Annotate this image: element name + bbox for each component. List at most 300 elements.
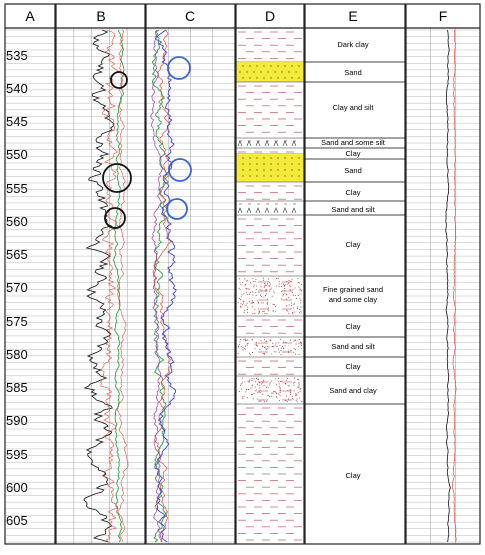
depth-tick-595: 595 <box>6 447 28 462</box>
sand-dot <box>291 175 292 176</box>
fine-sand-dot <box>246 288 247 289</box>
fine-sand-dot <box>272 346 273 347</box>
fine-sand-dot <box>259 382 260 383</box>
fine-sand-dot <box>260 340 261 341</box>
sand-dot <box>284 175 285 176</box>
fine-sand-dot <box>261 302 262 303</box>
highlight-circles <box>103 57 191 228</box>
sand-dot <box>263 169 264 170</box>
fine-sand-dot <box>259 387 260 388</box>
fine-sand-dot <box>256 343 257 344</box>
fine-sand-dot <box>295 349 296 350</box>
depth-tick-580: 580 <box>6 347 28 362</box>
fine-sand-dot <box>240 303 241 304</box>
fine-sand-dot <box>283 342 284 343</box>
sand-dot <box>277 77 278 78</box>
fine-sand-dot <box>300 302 301 303</box>
fine-sand-dot <box>259 385 260 386</box>
fine-sand-dot <box>263 297 264 298</box>
fine-sand-dot <box>260 286 261 287</box>
fine-sand-dot <box>265 348 266 349</box>
fine-sand-dot <box>250 282 251 283</box>
fine-sand-dot <box>290 392 291 393</box>
fine-sand-dot <box>255 386 256 387</box>
fine-sand-dot <box>301 312 302 313</box>
fine-sand-dot <box>242 377 243 378</box>
fine-sand-dot <box>258 292 259 293</box>
fine-sand-dot <box>255 279 256 280</box>
fine-sand-dot <box>247 280 248 281</box>
fine-sand-dot <box>279 400 280 401</box>
litho-label-and-some-clay: and some clay <box>328 295 378 304</box>
litho-label-sand-some-silt: Sand and some silt <box>321 138 385 147</box>
fine-sand-dot <box>249 289 250 290</box>
fine-sand-dot <box>252 385 253 386</box>
sand-dot <box>256 65 257 66</box>
fine-sand-dot <box>287 310 288 311</box>
fine-sand-dot <box>264 354 265 355</box>
fine-sand-dot <box>279 286 280 287</box>
sand-dot <box>277 163 278 164</box>
fine-sand-dot <box>244 312 245 313</box>
fine-sand-dot <box>274 292 275 293</box>
sand-dot <box>242 157 243 158</box>
litho-label-sand-and-silt: Sand and silt <box>331 342 375 351</box>
fine-sand-dot <box>299 282 300 283</box>
sand-dot <box>253 71 254 72</box>
fine-sand-dot <box>289 280 290 281</box>
fine-sand-dot <box>297 398 298 399</box>
sand-dot <box>270 169 271 170</box>
fine-sand-dot <box>254 313 255 314</box>
fine-sand-dot <box>240 307 241 308</box>
fine-sand-dot <box>269 291 270 292</box>
fine-sand-dot <box>267 299 268 300</box>
fine-sand-dot <box>253 393 254 394</box>
fine-sand-dot <box>278 278 279 279</box>
fine-sand-dot <box>272 310 273 311</box>
sand-dot <box>270 163 271 164</box>
fine-sand-dot <box>255 381 256 382</box>
fine-sand-dot <box>259 391 260 392</box>
fine-sand-dot <box>241 346 242 347</box>
fine-sand-dot <box>269 282 270 283</box>
depth-tick-575: 575 <box>6 314 28 329</box>
fine-sand-dot <box>270 382 271 383</box>
litho-label-sand-and-clay: Sand and clay <box>329 386 377 395</box>
fine-sand-dot <box>260 392 261 393</box>
fine-sand-dot <box>263 353 264 354</box>
depth-tick-540: 540 <box>6 81 28 96</box>
fine-sand-dot <box>294 378 295 379</box>
fine-sand-dot <box>245 305 246 306</box>
fine-sand-dot <box>249 353 250 354</box>
fine-sand-dot <box>258 313 259 314</box>
fine-sand-dot <box>243 302 244 303</box>
litho-label-clay: Clay <box>345 471 361 480</box>
sand-dot <box>249 77 250 78</box>
fine-sand-dot <box>301 345 302 346</box>
fine-sand-dot <box>270 283 271 284</box>
fine-sand-dot <box>285 284 286 285</box>
fine-sand-dot <box>245 285 246 286</box>
fine-sand-dot <box>288 297 289 298</box>
depth-tick-555: 555 <box>6 181 28 196</box>
sand-dot <box>291 163 292 164</box>
fine-sand-dot <box>300 290 301 291</box>
sand-dot <box>256 175 257 176</box>
fine-sand-dot <box>261 383 262 384</box>
litho-label-clay: Clay <box>345 149 361 158</box>
sand-dot <box>263 175 264 176</box>
fine-sand-dot <box>266 401 267 402</box>
sand-dot <box>291 65 292 66</box>
fine-sand-dot <box>270 289 271 290</box>
column-c-header: C <box>184 8 196 24</box>
fine-sand-dot <box>295 395 296 396</box>
fine-sand-dot <box>267 303 268 304</box>
fine-sand-dot <box>297 278 298 279</box>
fine-sand-dot <box>265 346 266 347</box>
fine-sand-dot <box>280 381 281 382</box>
fine-sand-dot <box>285 345 286 346</box>
fine-sand-dot <box>245 340 246 341</box>
sand-dot <box>263 77 264 78</box>
fine-sand-dot <box>252 306 253 307</box>
fine-sand-dot <box>240 299 241 300</box>
fine-sand-dot <box>293 341 294 342</box>
fine-sand-dot <box>256 295 257 296</box>
fine-sand-dot <box>296 400 297 401</box>
fine-sand-dot <box>255 344 256 345</box>
depth-tick-535: 535 <box>6 48 28 63</box>
fine-sand-dot <box>278 378 279 379</box>
fine-sand-dot <box>247 303 248 304</box>
fine-sand-dot <box>263 302 264 303</box>
depth-axis <box>6 48 28 528</box>
sand-dot <box>284 169 285 170</box>
fine-sand-dot <box>246 292 247 293</box>
fine-sand-dot <box>247 306 248 307</box>
fine-sand-dot <box>243 339 244 340</box>
fine-sand-dot <box>294 287 295 288</box>
fine-sand-dot <box>297 308 298 309</box>
fine-sand-dot <box>300 311 301 312</box>
fine-sand-dot <box>301 342 302 343</box>
sand-dot <box>242 77 243 78</box>
fine-sand-dot <box>270 340 271 341</box>
fine-sand-dot <box>278 394 279 395</box>
fine-sand-dot <box>286 305 287 306</box>
litho-label-sand: Sand <box>344 166 362 175</box>
fine-sand-dot <box>298 385 299 386</box>
fine-sand-dot <box>299 386 300 387</box>
fine-sand-dot <box>252 394 253 395</box>
fine-sand-dot <box>253 378 254 379</box>
fine-sand-dot <box>286 298 287 299</box>
depth-tick-600: 600 <box>6 480 28 495</box>
fine-sand-dot <box>252 303 253 304</box>
fine-sand-dot <box>266 387 267 388</box>
fine-sand-dot <box>260 295 261 296</box>
fine-sand-dot <box>267 283 268 284</box>
fine-sand-dot <box>281 286 282 287</box>
fine-sand-dot <box>251 302 252 303</box>
fine-sand-dot <box>293 382 294 383</box>
fine-sand-dot <box>239 278 240 279</box>
column-e-header: E <box>348 8 358 24</box>
litho-label-clay: Clay <box>345 188 361 197</box>
fine-sand-dot <box>263 278 264 279</box>
fine-sand-dot <box>261 296 262 297</box>
fine-sand-dot <box>259 312 260 313</box>
sand-dot <box>288 71 289 72</box>
fine-sand-dot <box>265 295 266 296</box>
fine-sand-dot <box>286 294 287 295</box>
fine-sand-dot <box>263 280 264 281</box>
fine-sand-dot <box>247 345 248 346</box>
fine-sand-dot <box>263 385 264 386</box>
fine-sand-dot <box>286 395 287 396</box>
fine-sand-dot <box>242 398 243 399</box>
fine-sand-dot <box>280 339 281 340</box>
fine-sand-dot <box>297 401 298 402</box>
fine-sand-dot <box>268 308 269 309</box>
fine-sand-dot <box>256 289 257 290</box>
fine-sand-dot <box>301 344 302 345</box>
fine-sand-dot <box>290 286 291 287</box>
fine-sand-dot <box>291 305 292 306</box>
sand-dot <box>277 175 278 176</box>
sand-dot <box>242 65 243 66</box>
fine-sand-dot <box>267 348 268 349</box>
column-frame <box>406 4 480 544</box>
fine-sand-dot <box>276 393 277 394</box>
fine-sand-dot <box>280 392 281 393</box>
log-curve <box>155 30 176 542</box>
fine-sand-dot <box>239 288 240 289</box>
fine-sand-dot <box>299 309 300 310</box>
fine-sand-dot <box>239 298 240 299</box>
fine-sand-dot <box>297 306 298 307</box>
fine-sand-dot <box>240 339 241 340</box>
fine-sand-dot <box>267 304 268 305</box>
fine-sand-dot <box>278 349 279 350</box>
fine-sand-dot <box>279 387 280 388</box>
fine-sand-dot <box>255 281 256 282</box>
fine-sand-dot <box>296 298 297 299</box>
fine-sand-dot <box>266 293 267 294</box>
fine-sand-dot <box>262 394 263 395</box>
fine-sand-dot <box>276 397 277 398</box>
fine-sand-dot <box>265 284 266 285</box>
fine-sand-dot <box>256 345 257 346</box>
column-frame <box>56 4 145 544</box>
sand-dot <box>249 175 250 176</box>
fine-sand-dot <box>247 288 248 289</box>
fine-sand-dot <box>252 300 253 301</box>
fine-sand-dot <box>256 378 257 379</box>
fine-sand-dot <box>243 349 244 350</box>
fine-sand-dot <box>297 387 298 388</box>
column-a-header: A <box>25 8 35 24</box>
fine-sand-dot <box>299 389 300 390</box>
fine-sand-dot <box>248 381 249 382</box>
fine-sand-dot <box>238 353 239 354</box>
fine-sand-dot <box>278 342 279 343</box>
fine-sand-dot <box>298 354 299 355</box>
fine-sand-dot <box>299 339 300 340</box>
fine-sand-dot <box>279 281 280 282</box>
fine-sand-dot <box>264 347 265 348</box>
fine-sand-dot <box>250 379 251 380</box>
fine-sand-dot <box>299 384 300 385</box>
fine-sand-dot <box>276 346 277 347</box>
fine-sand-dot <box>283 348 284 349</box>
sand-dot <box>284 157 285 158</box>
fine-sand-dot <box>269 396 270 397</box>
fine-sand-dot <box>276 384 277 385</box>
fine-sand-dot <box>241 383 242 384</box>
fine-sand-dot <box>256 285 257 286</box>
fine-sand-dot <box>288 399 289 400</box>
column-frame <box>305 4 405 544</box>
sand-dot <box>256 157 257 158</box>
fine-sand-dot <box>262 382 263 383</box>
depth-tick-590: 590 <box>6 413 28 428</box>
fine-sand-dot <box>279 395 280 396</box>
fine-sand-dot <box>242 304 243 305</box>
fine-sand-dot <box>298 383 299 384</box>
fine-sand-dot <box>252 378 253 379</box>
fine-sand-dot <box>252 278 253 279</box>
column-f-header: F <box>438 8 448 24</box>
fine-sand-dot <box>239 391 240 392</box>
fine-sand-dot <box>298 343 299 344</box>
sand-dot <box>270 175 271 176</box>
fine-sand-dot <box>255 292 256 293</box>
fine-sand-dot <box>275 344 276 345</box>
fine-sand-dot <box>281 283 282 284</box>
fine-sand-dot <box>267 346 268 347</box>
depth-tick-560: 560 <box>6 214 28 229</box>
sand-dot <box>277 169 278 170</box>
fine-sand-dot <box>299 298 300 299</box>
fine-sand-dot <box>292 313 293 314</box>
column-d-header: D <box>264 8 276 24</box>
fine-sand-dot <box>292 279 293 280</box>
fine-sand-dot <box>300 342 301 343</box>
fine-sand-dot <box>286 380 287 381</box>
fine-sand-dot <box>264 287 265 288</box>
fine-sand-dot <box>242 282 243 283</box>
sand-dot <box>277 157 278 158</box>
fine-sand-dot <box>258 310 259 311</box>
sand-dot <box>291 169 292 170</box>
sand-dot <box>246 71 247 72</box>
fine-sand-dot <box>278 381 279 382</box>
blue-circle-marker <box>168 57 190 79</box>
fine-sand-dot <box>295 393 296 394</box>
sand-dot <box>284 77 285 78</box>
fine-sand-dot <box>247 339 248 340</box>
sand-dot <box>277 65 278 66</box>
fine-sand-dot <box>282 346 283 347</box>
sand-dot <box>284 65 285 66</box>
fine-sand-dot <box>252 352 253 353</box>
sand-dot <box>298 77 299 78</box>
fine-sand-dot <box>288 385 289 386</box>
fine-sand-dot <box>245 339 246 340</box>
fine-sand-dot <box>295 354 296 355</box>
fine-sand-dot <box>251 380 252 381</box>
fine-sand-dot <box>283 284 284 285</box>
fine-sand-dot <box>292 399 293 400</box>
fine-sand-dot <box>290 340 291 341</box>
fine-sand-dot <box>244 396 245 397</box>
fine-sand-dot <box>281 298 282 299</box>
fine-sand-dot <box>301 348 302 349</box>
fine-sand-dot <box>253 398 254 399</box>
depth-tick-565: 565 <box>6 247 28 262</box>
fine-sand-dot <box>273 346 274 347</box>
fine-sand-dot <box>238 302 239 303</box>
litho-label-dark-clay: Dark clay <box>337 40 369 49</box>
fine-sand-dot <box>264 283 265 284</box>
fine-sand-dot <box>287 401 288 402</box>
sand-dot <box>291 77 292 78</box>
fine-sand-dot <box>284 288 285 289</box>
litho-label-fine-grained-sand: Fine grained sand <box>322 285 384 294</box>
fine-sand-dot <box>264 311 265 312</box>
fine-sand-dot <box>293 352 294 353</box>
fine-sand-dot <box>255 390 256 391</box>
fine-sand-dot <box>264 313 265 314</box>
fine-sand-dot <box>300 294 301 295</box>
column-b-header: B <box>96 8 106 24</box>
fine-sand-dot <box>279 345 280 346</box>
fine-sand-dot <box>261 290 262 291</box>
fine-sand-dot <box>269 285 270 286</box>
fine-sand-dot <box>266 385 267 386</box>
fine-sand-dot <box>244 381 245 382</box>
fine-sand-dot <box>266 341 267 342</box>
fine-sand-dot <box>262 311 263 312</box>
fine-sand-dot <box>275 342 276 343</box>
fine-sand-dot <box>279 383 280 384</box>
sand-dot <box>270 77 271 78</box>
fine-sand-dot <box>271 396 272 397</box>
fine-sand-dot <box>247 397 248 398</box>
fine-sand-dot <box>281 348 282 349</box>
lithology-labels <box>321 40 386 480</box>
fine-sand-dot <box>288 351 289 352</box>
fine-sand-dot <box>292 292 293 293</box>
fine-sand-dot <box>245 346 246 347</box>
fine-sand-dot <box>268 281 269 282</box>
fine-sand-dot <box>288 313 289 314</box>
sand-dot <box>284 163 285 164</box>
fine-sand-dot <box>250 388 251 389</box>
fine-sand-dot <box>264 339 265 340</box>
fine-sand-dot <box>290 289 291 290</box>
fine-sand-dot <box>258 302 259 303</box>
sand-dot <box>249 169 250 170</box>
fine-sand-dot <box>246 281 247 282</box>
sand-dot <box>239 71 240 72</box>
fine-sand-dot <box>296 344 297 345</box>
fine-sand-dot <box>301 284 302 285</box>
